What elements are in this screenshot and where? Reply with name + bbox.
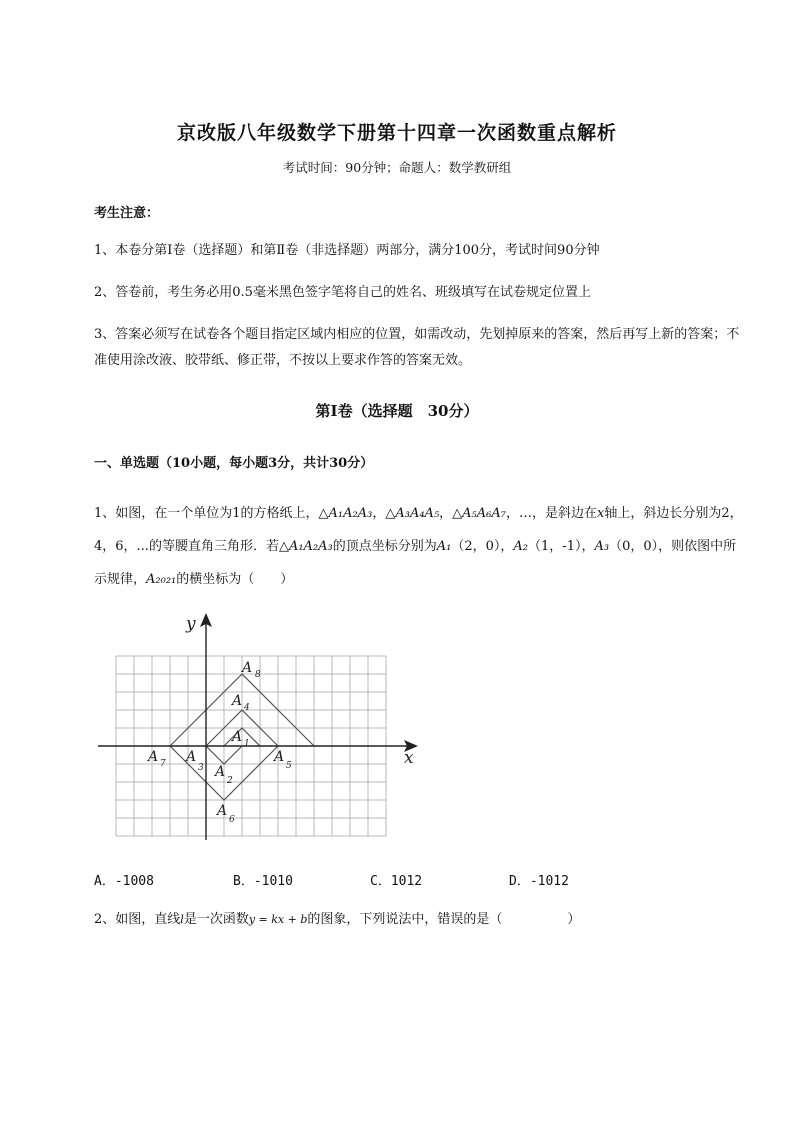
notice-item-1: 1、本卷分第Ⅰ卷（选择题）和第Ⅱ卷（非选择题）两部分，满分100分，考试时间90分钟: [94, 243, 600, 258]
q1-text-d: 的顶点坐标分别为: [332, 539, 437, 554]
x-axis-label: x: [404, 748, 414, 768]
label-a7: A: [148, 749, 159, 765]
label-a6-sub: 6: [229, 815, 235, 825]
option-b[interactable]: B．-1010: [233, 874, 293, 889]
question-2-text: [94, 908, 580, 927]
label-a3-sub: 3: [198, 763, 204, 773]
q1-coord-2: （1，-1），: [528, 539, 595, 554]
label-a7-sub: 7: [160, 759, 166, 769]
notice-heading: 考生注意：: [94, 206, 160, 221]
q1-text-b: ，…，是斜边在: [505, 506, 597, 521]
document-title: 京改版八年级数学下册第十四章一次函数重点解析: [176, 122, 617, 144]
label-a2: A: [215, 764, 226, 780]
q1-coord-3: （0，0），则依图中所示规律，: [94, 539, 737, 587]
figure-labels: [146, 614, 414, 825]
label-a6: A: [217, 803, 228, 819]
q2-text-c: 的图象，下列说法中，错误的是（ ）: [307, 912, 581, 927]
q1-point-a2021: A₂₀₂₁: [146, 572, 177, 587]
q1-triangle-3: A₅A₆A₇: [462, 506, 506, 521]
label-a3: A: [186, 749, 197, 765]
option-c[interactable]: C．1012: [370, 874, 423, 889]
label-a5-sub: 5: [286, 761, 292, 771]
q1-text-a: 1、如图，在一个单位为1的方格纸上，△: [94, 506, 329, 521]
q1-triangle-1: A₁A₂A₃: [328, 506, 373, 521]
label-a8-sub: 8: [255, 670, 261, 680]
question-1-figure: [90, 605, 430, 840]
label-a1: A: [232, 729, 243, 745]
q1-sep-1: ，△: [372, 506, 396, 521]
label-a8: A: [242, 660, 253, 676]
question-1-text: [94, 497, 744, 596]
q1-point-a1: A₁: [436, 539, 452, 554]
label-a4-sub: 4: [244, 703, 250, 713]
option-a[interactable]: A．-1008: [94, 874, 154, 889]
q2-formula: y = kx + b: [248, 913, 308, 926]
label-a4: A: [232, 693, 243, 709]
q1-point-a3: A₃: [594, 539, 610, 554]
axes: [98, 619, 412, 840]
notice-item-2: 2、答卷前，考生务必用0.5毫米黑色签字笔将自己的姓名、班级填写在试卷规定位置上: [94, 285, 591, 300]
option-d[interactable]: D．-1012: [509, 874, 569, 889]
section-title: 第Ⅰ卷（选择题 30分）: [315, 402, 479, 420]
document-subtitle: 考试时间：90分钟；命题人：数学教研组: [282, 160, 512, 175]
q1-coord-1: （2，0），: [451, 539, 514, 554]
q1-point-a2: A₂: [513, 539, 529, 554]
q1-text-c: 轴上，斜边长分别为2，4，6，...的等腰直角三角形．若△: [94, 506, 743, 554]
q2-text-b: 是一次函数: [183, 912, 249, 927]
y-axis-label: y: [186, 614, 196, 634]
q1-triangle-2: A₃A₄A₅: [395, 506, 440, 521]
q2-text-a: 2、如图，直线: [94, 912, 181, 927]
part-heading: 一、单选题（10小题，每小题3分，共计30分）: [94, 456, 374, 471]
q1-text-e: 的横坐标为（ ）: [176, 572, 294, 587]
q2-line-var: l: [180, 913, 184, 926]
q1-triangle-4: A₁A₂A₃: [288, 539, 333, 554]
q1-x-var: x: [597, 506, 605, 521]
label-a2-sub: 2: [227, 776, 233, 786]
notice-item-3: 3、答案必须写在试卷各个题目指定区域内相应的位置，如需改动，先划掉原来的答案，然后再写上新的答案；不准使用涂改液、胶带纸、修正带，不按以上要求作答的答案无效。: [94, 327, 740, 368]
q1-sep-2: ，△: [439, 506, 463, 521]
label-a1-sub: 1: [244, 739, 250, 749]
label-a5: A: [274, 749, 285, 765]
